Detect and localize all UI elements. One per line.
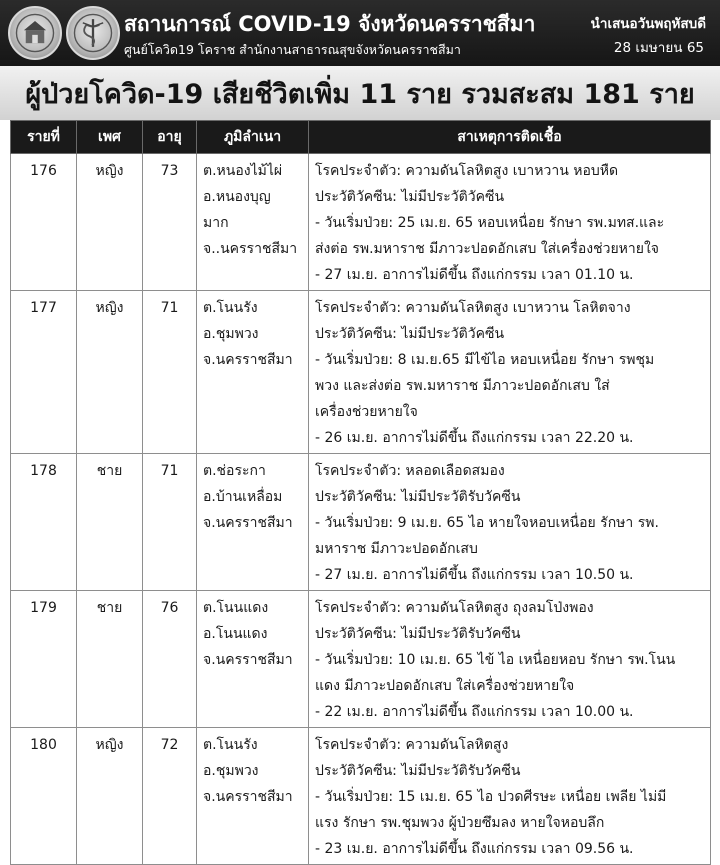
detail-line: ประวัติวัคซีน: ไม่มีประวัติวัคซีน [315,326,505,342]
provincial-seal-logo [8,6,62,60]
case-age: 72 [143,728,197,865]
detail-line: เครื่องช่วยหายใจ [315,404,418,420]
address-line: อ.ชุมพวง [203,326,259,342]
case-details [309,591,711,728]
case-address [197,454,309,591]
table-header-row [11,121,711,154]
column-header-address: ภูมิลำเนา [197,121,309,154]
detail-line: โรคประจำตัว: หลอดเลือดสมอง [315,463,505,479]
page-subtitle: ศูนย์โควิด19 โคราช สำนักงานสาธารณสุขจังหวัดนครราชสีมา [124,42,461,57]
detail-line: โรคประจำตัว: ความดันโลหิตสูง เบาหวาน โลหิตจาง [315,300,631,316]
case-address [197,591,309,728]
table-row [11,154,711,291]
column-header-sex: เพศ [77,121,143,154]
address-line: อ.ชุมพวง [203,763,259,779]
case-sex: ชาย [77,454,143,591]
headline-banner [0,66,720,120]
presented-day: นำเสนอวันพฤหัสบดี [590,16,706,32]
case-details [309,291,711,454]
address-line: จ.นครราชสีมา [203,652,293,668]
detail-line: แรง รักษา รพ.ชุมพวง ผู้ป่วยซึมลง หายใจหอบลึก [315,815,605,831]
address-line: มาก [203,215,229,231]
deaths-table [10,120,711,865]
case-details [309,454,711,591]
case-age: 71 [143,291,197,454]
detail-line: - วันเริ่มป่วย: 10 เม.ย. 65 ไข้ ไอ เหนื่อยหอบ รักษา รพ.โนน [315,652,676,668]
detail-line: โรคประจำตัว: ความดันโลหิตสูง ถุงลมโป่งพอง [315,600,594,616]
detail-line: - วันเริ่มป่วย: 15 เม.ย. 65 ไอ ปวดศีรษะ เหนื่อย เพลีย ไม่มี [315,789,667,805]
table-row [11,291,711,454]
detail-line: โรคประจำตัว: ความดันโลหิตสูง [315,737,509,753]
address-line: ต.โนนรัง [203,300,258,316]
detail-line: ประวัติวัคซีน: ไม่มีประวัติรับวัคซีน [315,489,521,505]
table-row [11,591,711,728]
case-number: 177 [11,291,77,454]
column-header-details: สาเหตุการติดเชื้อ [309,121,711,154]
detail-line: - วันเริ่มป่วย: 9 เม.ย. 65 ไอ หายใจหอบเหนื่อย รักษา รพ. [315,515,659,531]
table-row [11,454,711,591]
detail-line: - 23 เม.ย. อาการไม่ดีขึ้น ถึงแก่กรรม เวลา 09.56 น. [315,841,634,857]
detail-line: - วันเริ่มป่วย: 8 เม.ย.65 มีไข้ไอ หอบเหนื่อย รักษา รพชุม [315,352,655,368]
public-health-ministry-logo [66,6,120,60]
case-sex: หญิง [77,728,143,865]
detail-line: แดง มีภาวะปอดอักเสบ ใส่เครื่องช่วยหายใจ [315,678,575,694]
address-line: อ.หนองบุญ [203,189,271,205]
report-date: 28 เมษายน 65 [613,40,704,56]
case-sex: หญิง [77,291,143,454]
detail-line: - 26 เม.ย. อาการไม่ดีขึ้น ถึงแก่กรรม เวลา 22.20 น. [315,430,634,446]
case-address [197,291,309,454]
detail-line: - 27 เม.ย. อาการไม่ดีขึ้น ถึงแก่กรรม เวลา 10.50 น. [315,567,634,583]
address-line: อ.บ้านเหลื่อม [203,489,283,505]
detail-line: โรคประจำตัว: ความดันโลหิตสูง เบาหวาน หอบหืด [315,163,619,179]
address-line: จ..นครราชสีมา [203,241,298,257]
case-number: 176 [11,154,77,291]
headline-text: ผู้ป่วยโควิด-19 เสียชีวิตเพิ่ม 11 ราย รวมสะสม 181 ราย [25,78,695,110]
case-number: 179 [11,591,77,728]
detail-line: ประวัติวัคซีน: ไม่มีประวัติวัคซีน [315,189,505,205]
detail-line: - วันเริ่มป่วย: 25 เม.ย. 65 หอบเหนื่อย รักษา รพ.มทส.และ [315,215,665,231]
case-address [197,728,309,865]
address-line: ต.โนนรัง [203,737,258,753]
case-age: 76 [143,591,197,728]
detail-line: ส่งต่อ รพ.มหาราช มีภาวะปอดอักเสบ ใส่เครื่องช่วยหายใจ [315,241,660,257]
case-age: 73 [143,154,197,291]
page-title: สถานการณ์ COVID-19 จังหวัดนครราชสีมา [124,12,536,36]
detail-line: - 27 เม.ย. อาการไม่ดีขึ้น ถึงแก่กรรม เวลา 01.10 น. [315,267,634,283]
case-details [309,154,711,291]
case-sex: หญิง [77,154,143,291]
detail-line: ประวัติวัคซีน: ไม่มีประวัติรับวัคซีน [315,626,521,642]
case-number: 180 [11,728,77,865]
case-address [197,154,309,291]
case-details [309,728,711,865]
address-line: ต.หนองไม้ไผ่ [203,163,283,179]
case-number: 178 [11,454,77,591]
address-line: จ.นครราชสีมา [203,515,293,531]
case-sex: ชาย [77,591,143,728]
detail-line: พวง และส่งต่อ รพ.มหาราช มีภาวะปอดอักเสบ ใส่ [315,378,610,394]
address-line: อ.โนนแดง [203,626,268,642]
detail-line: ประวัติวัคซีน: ไม่มีประวัติรับวัคซีน [315,763,521,779]
address-line: จ.นครราชสีมา [203,789,293,805]
address-line: ต.ช่อระกา [203,463,266,479]
address-line: ต.โนนแดง [203,600,269,616]
address-line: จ.นครราชสีมา [203,352,293,368]
detail-line: มหาราช มีภาวะปอดอักเสบ [315,541,478,557]
column-header-case-no: รายที่ [11,121,77,154]
column-header-age: อายุ [143,121,197,154]
detail-line: - 22 เม.ย. อาการไม่ดีขึ้น ถึงแก่กรรม เวลา 10.00 น. [315,704,634,720]
table-row [11,728,711,865]
case-age: 71 [143,454,197,591]
header-bar [0,0,720,66]
